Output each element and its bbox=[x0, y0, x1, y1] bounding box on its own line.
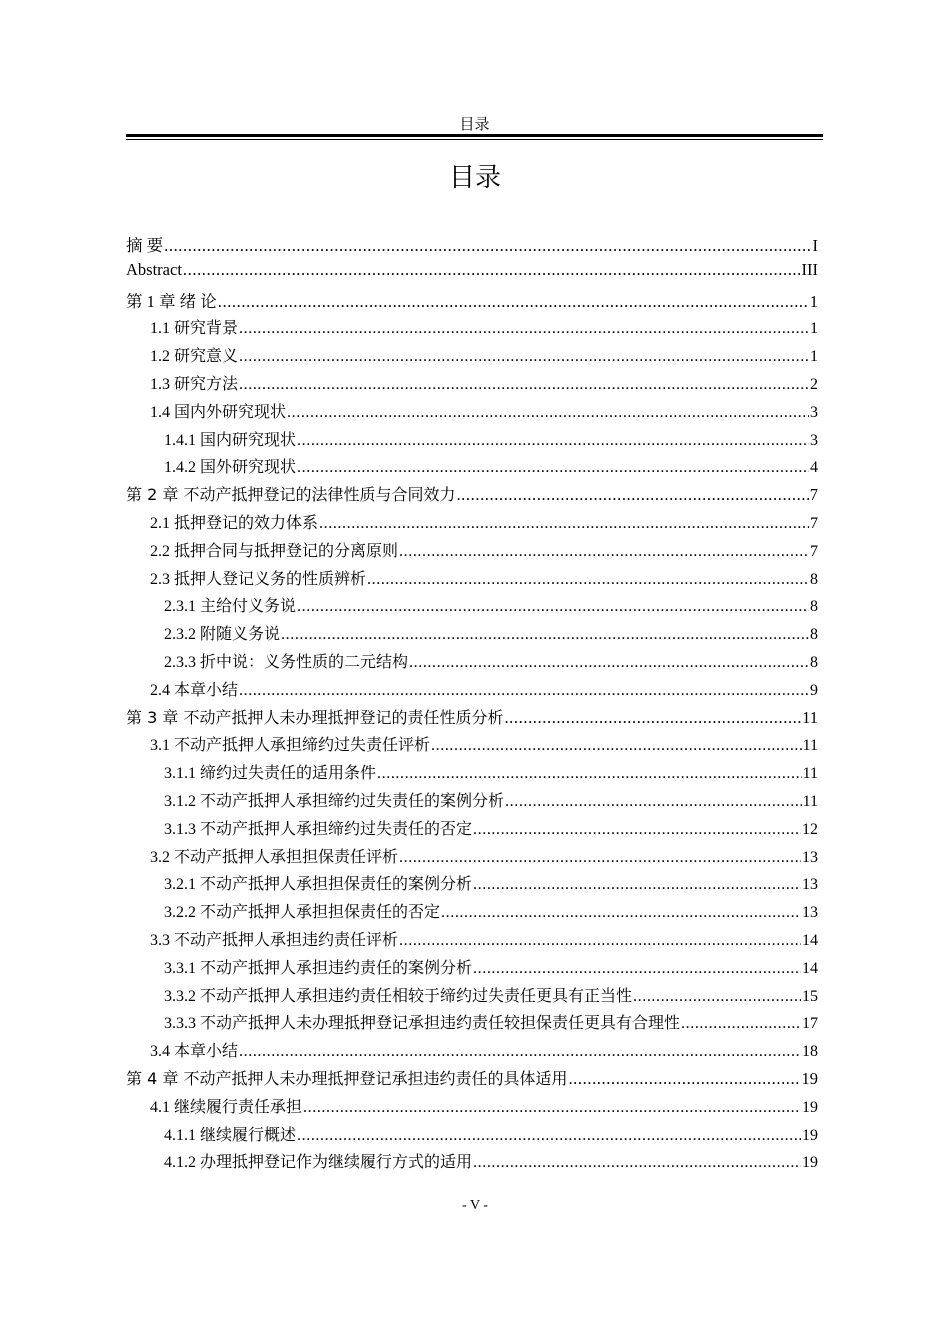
toc-entry[interactable] bbox=[126, 315, 818, 343]
dot-leader bbox=[473, 1154, 801, 1172]
toc-entry[interactable] bbox=[126, 1122, 818, 1150]
toc-entry[interactable] bbox=[126, 288, 818, 316]
toc-entry[interactable] bbox=[126, 788, 818, 816]
toc-entry-page: 2 bbox=[810, 375, 818, 393]
toc-entry-label: 4.1.1 继续履行概述 bbox=[164, 1126, 297, 1144]
toc-entry-label: 3.1.3 不动产抵押人承担缔约过失责任的否定 bbox=[164, 820, 473, 838]
toc-entry-label: 第 3 章 不动产抵押人未办理抵押登记的责任性质分析 bbox=[126, 707, 504, 727]
dot-leader bbox=[239, 1043, 801, 1061]
toc-entry-page: 7 bbox=[810, 542, 818, 560]
dot-leader bbox=[218, 292, 809, 312]
toc-entry[interactable] bbox=[126, 1066, 818, 1094]
toc-entry[interactable] bbox=[126, 538, 818, 566]
toc-entry-page: 14 bbox=[802, 931, 818, 949]
toc-entry-page: 14 bbox=[802, 959, 818, 977]
dot-leader bbox=[297, 432, 809, 450]
dot-leader bbox=[377, 765, 802, 783]
dot-leader bbox=[633, 988, 801, 1006]
toc-entry[interactable] bbox=[126, 649, 818, 677]
toc-entry-label: 3.2.2 不动产抵押人承担担保责任的否定 bbox=[164, 904, 441, 922]
toc-entry-page: 13 bbox=[802, 848, 818, 866]
toc-entry-label: 1.2 研究意义 bbox=[150, 348, 239, 366]
toc-entry-page: 8 bbox=[810, 653, 818, 671]
toc-entry-label: 第 4 章 不动产抵押人未办理抵押登记承担违约责任的具体适用 bbox=[126, 1068, 568, 1088]
toc-entry-label: 2.3.3 折中说：义务性质的二元结构 bbox=[164, 653, 409, 671]
toc-entry-label: 3.1.1 缔约过失责任的适用条件 bbox=[164, 765, 377, 783]
toc-entry-label: 3.1 不动产抵押人承担缔约过失责任评析 bbox=[150, 737, 431, 755]
toc-entry-label: 3.2.1 不动产抵押人承担担保责任的案例分析 bbox=[164, 876, 473, 894]
toc-entry[interactable] bbox=[126, 260, 818, 288]
toc-entry[interactable] bbox=[126, 1038, 818, 1066]
toc-entry[interactable] bbox=[126, 427, 818, 455]
toc-entry[interactable] bbox=[126, 1149, 818, 1177]
toc-entry-page: 17 bbox=[802, 1015, 818, 1033]
dot-leader bbox=[505, 793, 802, 811]
toc-entry-page: 11 bbox=[802, 765, 818, 783]
toc-entry-page: 12 bbox=[802, 820, 818, 838]
toc-entry-label: 1.4 国内外研究现状 bbox=[150, 403, 287, 421]
toc-entry[interactable] bbox=[126, 899, 818, 927]
dot-leader bbox=[303, 1099, 801, 1117]
toc-entry[interactable] bbox=[126, 983, 818, 1011]
toc-entry-page: 13 bbox=[802, 876, 818, 894]
dot-leader bbox=[239, 348, 809, 366]
toc-entry-page: 11 bbox=[802, 707, 818, 727]
toc-entry-label: 1.3 研究方法 bbox=[150, 375, 239, 393]
toc-entry[interactable] bbox=[126, 760, 818, 788]
dot-leader bbox=[287, 404, 809, 422]
toc-entry-page: 7 bbox=[809, 485, 818, 505]
toc-entry-label: 3.3.1 不动产抵押人承担违约责任的案例分析 bbox=[164, 959, 473, 977]
toc-entry-page: 4 bbox=[810, 459, 818, 477]
dot-leader bbox=[568, 1069, 800, 1089]
toc-entry[interactable] bbox=[126, 732, 818, 760]
toc-entry-page: 3 bbox=[810, 431, 818, 449]
dot-leader bbox=[504, 708, 801, 728]
dot-leader bbox=[297, 598, 809, 616]
page-title: 目录 bbox=[448, 163, 501, 193]
toc-entry-page: 11 bbox=[802, 792, 818, 810]
toc-entry-page: 18 bbox=[802, 1043, 818, 1061]
dot-leader bbox=[239, 376, 809, 394]
toc-entry-label: 3.2 不动产抵押人承担担保责任评析 bbox=[150, 848, 399, 866]
dot-leader bbox=[239, 320, 809, 338]
toc-entry-label: 3.3.2 不动产抵押人承担违约责任相较于缔约过失责任更具有正当性 bbox=[164, 987, 633, 1005]
toc-entry-label: 3.3.3 不动产抵押人未办理抵押登记承担违约责任较担保责任更具有合理性 bbox=[164, 1015, 681, 1033]
toc-entry-page: 19 bbox=[802, 1154, 818, 1172]
toc-entry-label: 第 1 章 绪 论 bbox=[126, 291, 217, 311]
toc-entry-page: 19 bbox=[801, 1068, 818, 1088]
toc-entry-page: 19 bbox=[802, 1098, 818, 1116]
toc-entry-label: 2.1 抵押登记的效力体系 bbox=[150, 514, 319, 532]
dot-leader bbox=[297, 459, 809, 477]
toc-entry-page: I bbox=[812, 236, 818, 255]
toc-entry[interactable] bbox=[126, 816, 818, 844]
toc-entry-label: 2.4 本章小结 bbox=[150, 681, 239, 699]
dot-leader bbox=[473, 821, 801, 839]
dot-leader bbox=[399, 932, 801, 950]
dot-leader bbox=[409, 654, 809, 672]
running-header: 目录 bbox=[459, 117, 490, 133]
toc-entry[interactable] bbox=[126, 1094, 818, 1122]
toc-entry-label: 4.1.2 办理抵押登记作为继续履行方式的适用 bbox=[164, 1154, 473, 1172]
toc-entry-label: 2.2 抵押合同与抵押登记的分离原则 bbox=[150, 542, 399, 560]
toc-entry[interactable] bbox=[126, 955, 818, 983]
header-rule-thin bbox=[126, 139, 823, 140]
dot-leader bbox=[473, 960, 801, 978]
toc-entry[interactable] bbox=[126, 844, 818, 872]
toc-entry-page: 8 bbox=[810, 570, 818, 588]
toc-entry-page: 15 bbox=[802, 987, 818, 1005]
toc-entry[interactable] bbox=[126, 677, 818, 705]
toc-entry[interactable] bbox=[126, 454, 818, 482]
toc-entry-label: 2.3 抵押人登记义务的性质辨析 bbox=[150, 570, 367, 588]
toc-entry-page: 1 bbox=[809, 291, 818, 311]
toc-entry-page: 3 bbox=[810, 403, 818, 421]
toc-entry-page: 1 bbox=[810, 348, 818, 366]
dot-leader bbox=[681, 1015, 801, 1033]
toc-entry-page: 19 bbox=[802, 1126, 818, 1144]
toc-entry-page: 13 bbox=[802, 904, 818, 922]
dot-leader bbox=[319, 515, 809, 533]
dot-leader bbox=[431, 737, 802, 755]
toc-entry[interactable] bbox=[126, 593, 818, 621]
toc-entry-label: 1.4.2 国外研究现状 bbox=[164, 459, 297, 477]
table-of-contents bbox=[126, 232, 818, 1177]
toc-entry[interactable] bbox=[126, 871, 818, 899]
toc-entry[interactable] bbox=[126, 621, 818, 649]
toc-entry-label: 1.1 研究背景 bbox=[150, 320, 239, 338]
dot-leader bbox=[456, 485, 808, 505]
dot-leader bbox=[473, 876, 801, 894]
dot-leader bbox=[183, 260, 801, 280]
toc-entry-label: Abstract bbox=[126, 259, 182, 279]
toc-entry[interactable] bbox=[126, 482, 818, 510]
toc-entry-label: 2.3.1 主给付义务说 bbox=[164, 598, 297, 616]
toc-entry-label: 4.1 继续履行责任承担 bbox=[150, 1098, 303, 1116]
toc-entry-label: 3.4 本章小结 bbox=[150, 1043, 239, 1061]
toc-entry-label: 3.1.2 不动产抵押人承担缔约过失责任的案例分析 bbox=[164, 792, 505, 810]
dot-leader bbox=[164, 236, 811, 256]
toc-entry-page: 11 bbox=[802, 737, 818, 755]
toc-entry[interactable] bbox=[126, 371, 818, 399]
dot-leader bbox=[239, 682, 809, 700]
toc-entry-label: 3.3 不动产抵押人承担违约责任评析 bbox=[150, 931, 399, 949]
toc-entry[interactable] bbox=[126, 927, 818, 955]
toc-entry[interactable] bbox=[126, 399, 818, 427]
toc-entry-label: 第 2 章 不动产抵押登记的法律性质与合同效力 bbox=[126, 485, 456, 505]
dot-leader bbox=[399, 849, 801, 867]
toc-entry-page: 7 bbox=[810, 514, 818, 532]
dot-leader bbox=[297, 1127, 801, 1145]
dot-leader bbox=[399, 543, 809, 561]
dot-leader bbox=[367, 571, 809, 589]
page-number: - V - bbox=[462, 1198, 488, 1213]
toc-entry-label: 摘 要 bbox=[126, 236, 164, 255]
toc-entry[interactable] bbox=[126, 705, 818, 733]
header-rule bbox=[126, 134, 823, 137]
toc-entry-page: 8 bbox=[810, 626, 818, 644]
dot-leader bbox=[281, 626, 809, 644]
toc-entry-page: III bbox=[801, 259, 818, 279]
toc-entry-label: 1.4.1 国内研究现状 bbox=[164, 431, 297, 449]
toc-entry[interactable] bbox=[126, 1010, 818, 1038]
toc-entry-page: 1 bbox=[810, 320, 818, 338]
dot-leader bbox=[441, 904, 801, 922]
toc-entry[interactable] bbox=[126, 510, 818, 538]
toc-entry[interactable] bbox=[126, 232, 818, 260]
toc-entry-page: 8 bbox=[810, 598, 818, 616]
toc-entry-label: 2.3.2 附随义务说 bbox=[164, 626, 281, 644]
toc-entry[interactable] bbox=[126, 343, 818, 371]
toc-entry-page: 9 bbox=[810, 681, 818, 699]
toc-entry[interactable] bbox=[126, 566, 818, 594]
